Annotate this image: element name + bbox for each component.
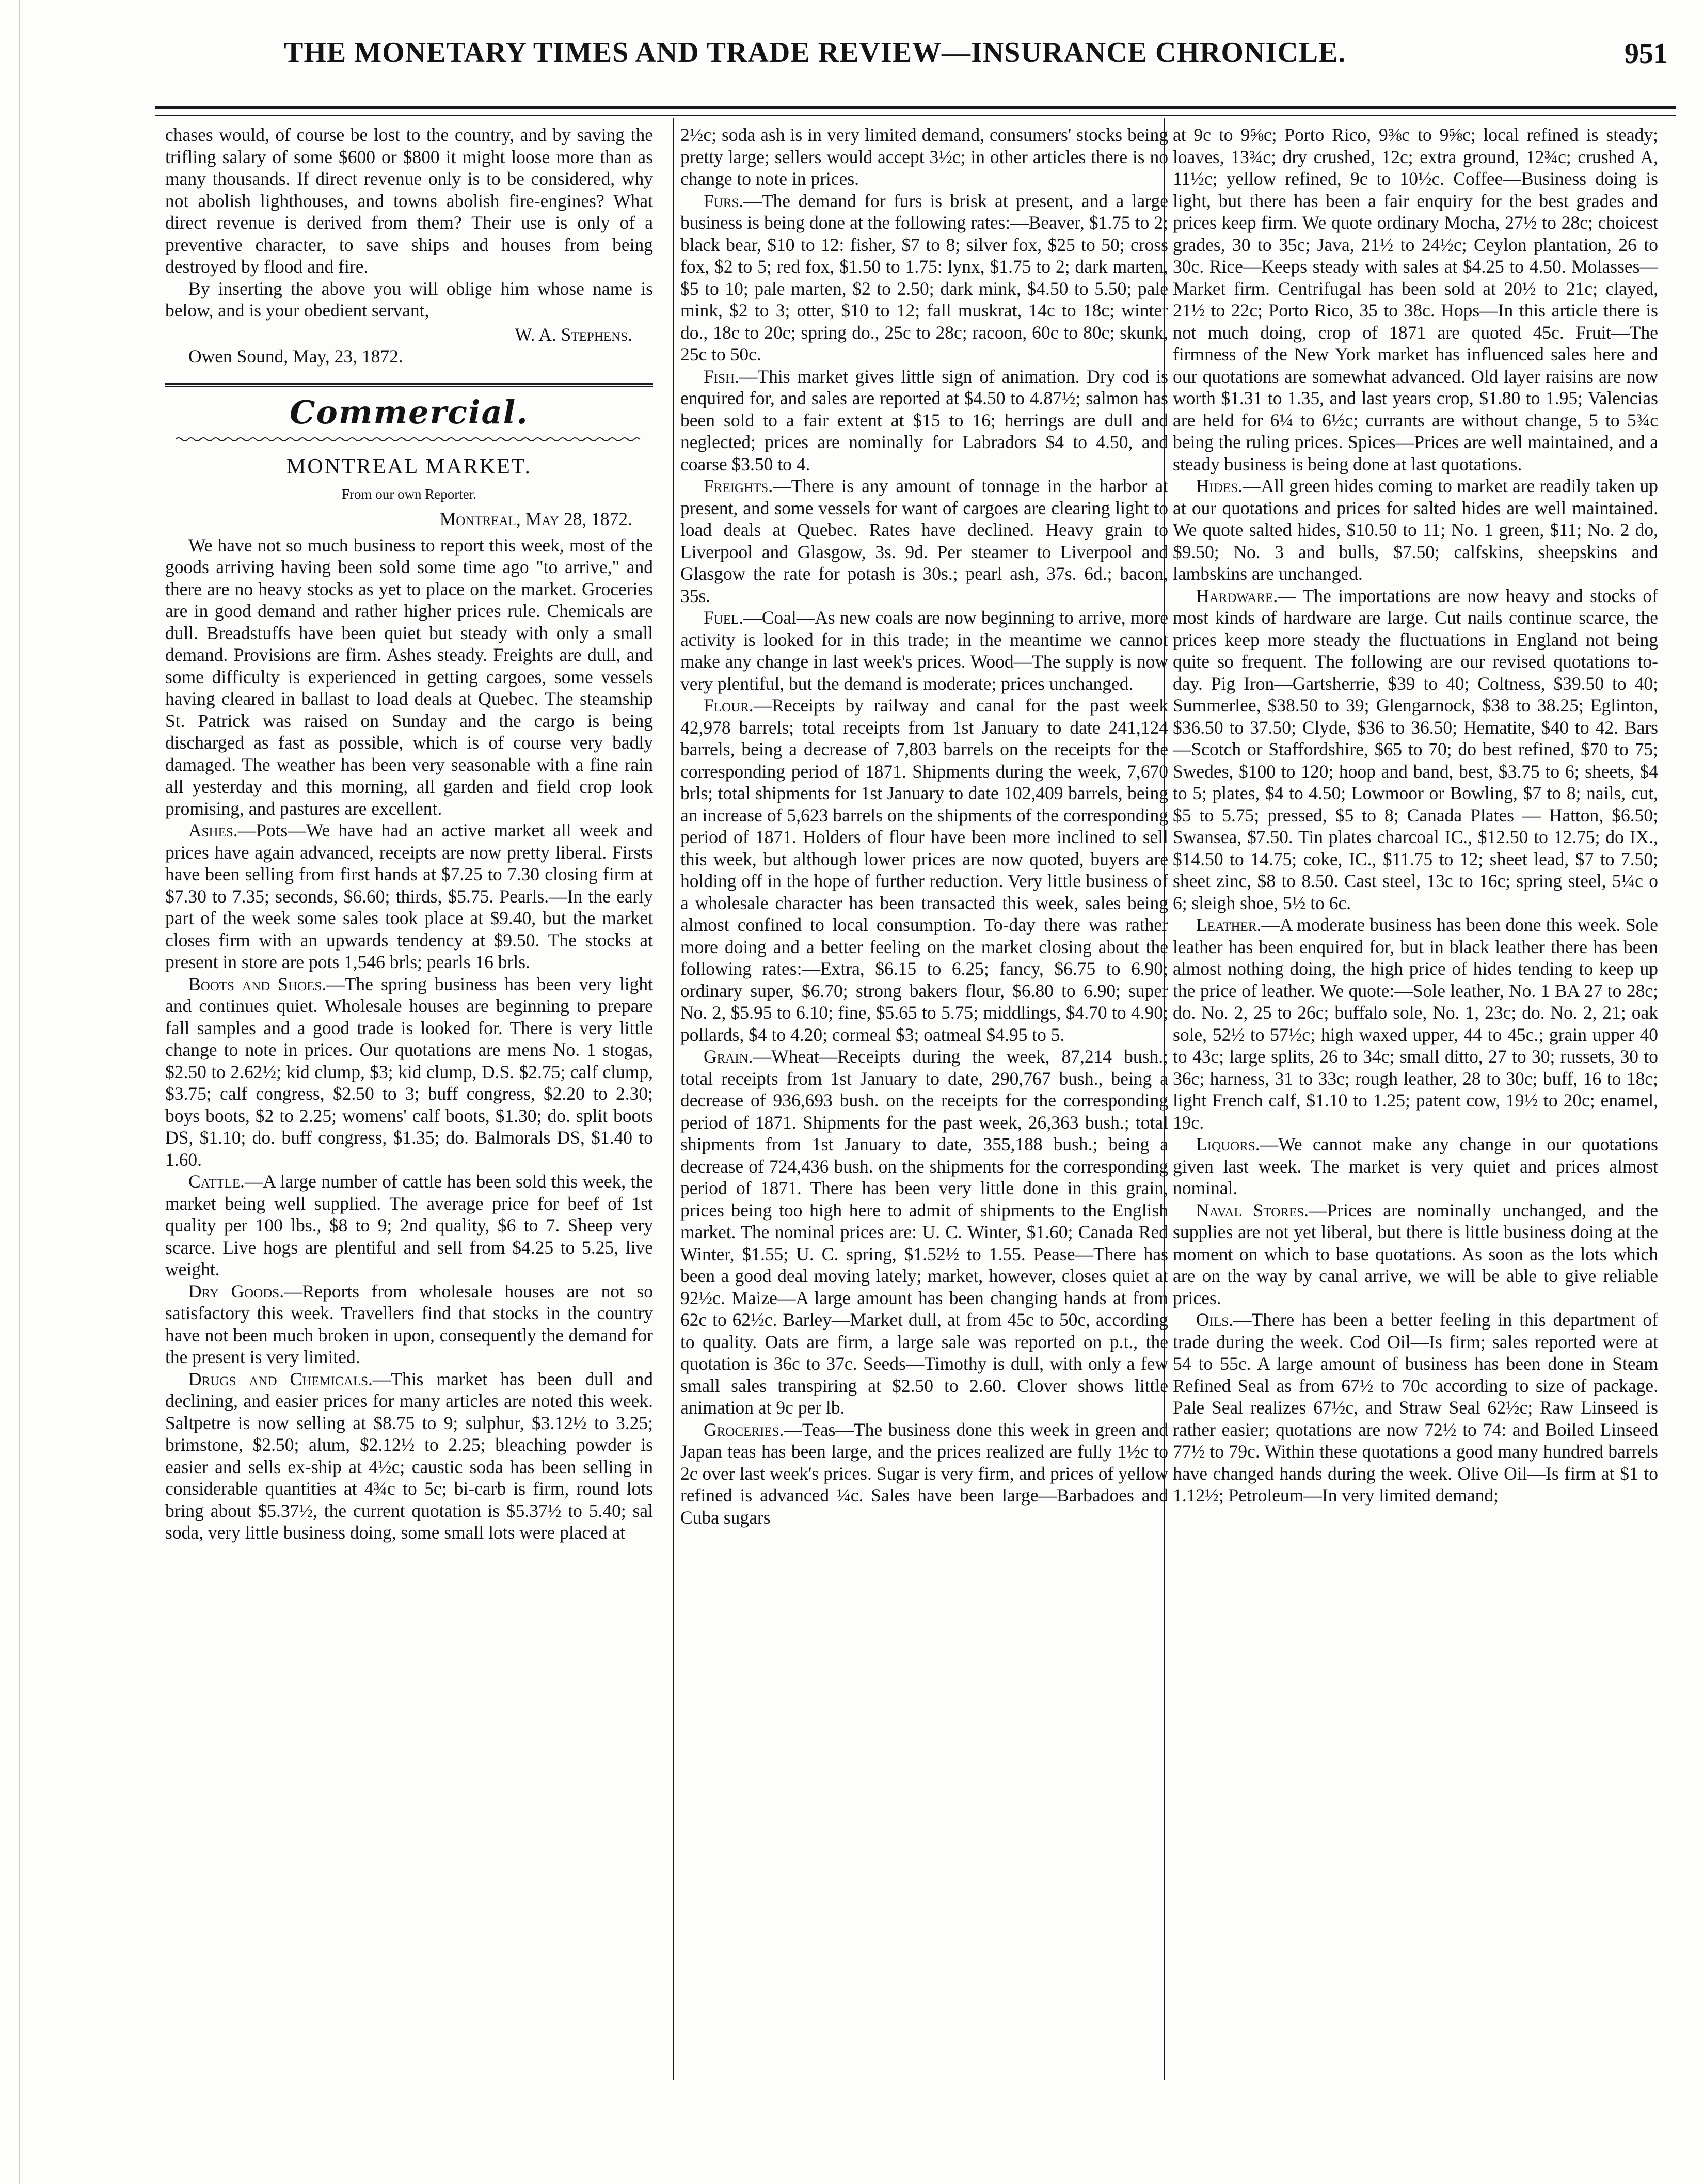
section-rule bbox=[165, 383, 653, 387]
letter-paragraph: By inserting the above you will oblige him whose name is below, and is your obedient servant, bbox=[165, 278, 653, 321]
market-item bbox=[165, 1368, 653, 1544]
item-text: —We cannot make any change in our quotations given last week. The market is very quiet and prices almost nominal. bbox=[1173, 1134, 1658, 1198]
item-heading: Hardware. bbox=[1196, 585, 1278, 606]
column-divider-1 bbox=[673, 118, 674, 2080]
item-text: —Wheat—Receipts during the week, 87,214 bush.; total receipts from 1st January to date, 290,767 bush., being a decrease of 936,693 bush. on the receipts for the corresponding period of 1871. Shipments for the past week, 26,363 bush.; total shipments from 1st January to date, 355,188 bush.; being a decrease of 724,436 bush. on the shipments for the corresponding period of 1871. There has been very little done in this grain, prices being too high here to admit of shipments to the English market. The nominal prices are: U. C. Winter, $1.60; Canada Red Winter, $1.55; U. C. spring, $1.52½ to 1.55. Pease—There has been a good deal moving lately; market, however, closes quiet at 92½c. Maize—A large amount has been changing hands at from 62c to 62½c. Barley—Market dull, at from 45c to 50c, according to quality. Oats are firm, a large sale was reported on p.t., the quotation is 36c to 37c. Seeds—Timothy is dull, with only a few small sales transpiring at $2.50 to 2.60. Clover shows little animation at 9c per lb. bbox=[680, 1046, 1168, 1418]
section-title: Commercial. bbox=[290, 393, 529, 431]
column-3 bbox=[1173, 124, 1658, 2070]
market-item bbox=[165, 1280, 653, 1368]
item-text: —All green hides coming to market are readily taken up at our quotations and prices for salted hides are well maintained. We quote salted hides, $10.50 to 11; No. 1 green, $11; No. 2 do, $9.50; No. 3 and bulls, $7.50; calfskins, sheepskins and lambskins are unchanged. bbox=[1173, 476, 1658, 584]
letter-place-date: Owen Sound, May, 23, 1872. bbox=[188, 346, 403, 367]
item-heading: Drugs and Chemicals. bbox=[188, 1368, 373, 1389]
item-text: —Teas—The business done this week in green and Japan teas has been large, and the prices realized are fully 1½c to 2c over last week's prices. Sugar is very firm, and prices of yellow refined is advanced ¼c. Sales have been large—Barbadoes and Cuba sugars bbox=[680, 1419, 1168, 1528]
market-item bbox=[165, 1170, 653, 1280]
page-edge bbox=[0, 0, 20, 2184]
item-heading: Boots and Shoes. bbox=[188, 973, 327, 994]
column-3-items bbox=[1173, 124, 1658, 1507]
market-item bbox=[1173, 1133, 1658, 1199]
market-item bbox=[1173, 585, 1658, 914]
column-2 bbox=[680, 124, 1168, 2070]
wavy-rule bbox=[176, 436, 643, 443]
item-heading: Cattle. bbox=[188, 1171, 245, 1192]
market-item bbox=[680, 694, 1168, 1046]
market-title: MONTREAL MARKET. bbox=[286, 455, 532, 479]
item-text: —The spring business has been very light and continues quiet. Wholesale houses are beginning to prepare fall samples and a good trade is looked for. There is very little change to note in prices. Our quotations are mens No. 1 stogas, $2.50 to 2.62½; kid clump, $3; kid clump, D.S. $2.75; calf clump, $3.75; calf congress, $2.50 to 3; buff congress, $2.20 to 2.30; boys boots, $2 to 2.25; womens' calf boots, $1.30; do. split boots DS, $1.10; do. buff congress, $1.35; do. Balmorals DS, $1.40 to 1.60. bbox=[165, 973, 653, 1170]
column-1 bbox=[165, 124, 653, 2070]
letter-signature: W. A. Stephens. bbox=[515, 324, 632, 345]
item-heading: Hides. bbox=[1196, 476, 1243, 496]
item-text: —The demand for furs is brisk at present, and a large business is being done at the following rates:—Beaver, $1.75 to 2; black bear, $10 to 12: fisher, $7 to 8; silver fox, $25 to 50; cross fox, $2 to 5; red fox, $1.50 to 1.75: lynx, $1.75 to 2; dark marten, $5 to 10; pale marten, $2 to 2.50; dark mink, $4.50 to 5.50; pale mink, $2 to 3; otter, $10 to 12; fall muskrat, 14c to 18c; winter do., 18c to 20c; spring do., 25c to 28c; racoon, 60c to 80c; skunk, 25c to 50c. bbox=[680, 190, 1168, 365]
market-item bbox=[680, 475, 1168, 607]
item-text: —This market gives little sign of animation. Dry cod is enquired for, and sales are reported at $4.50 to 4.87½; salmon has been sold to a fair extent at $15 to 16; herrings are dull and neglected; prices are nominally for Labradors $4 to 4.50, and coarse $3.50 to 4. bbox=[680, 366, 1168, 474]
market-item bbox=[680, 366, 1168, 476]
item-heading: Fuel. bbox=[704, 607, 744, 628]
column-1-items bbox=[165, 819, 653, 1544]
item-heading: Naval Stores. bbox=[1196, 1199, 1309, 1221]
letter-paragraph: chases would, of course be lost to the country, and by saving the trifling salary of some $600 or $800 it might loose more than as many thousands. If direct revenue only is to be considered, why not abolish lighthouses, and towns abolish fire-engines? What direct revenue is derived from them? Their use is only of a preventive character, to save ships and houses from being destroyed by flood and fire. bbox=[165, 124, 653, 277]
dateline: Montreal, May 28, 1872. bbox=[439, 509, 632, 529]
item-heading: Furs. bbox=[704, 190, 744, 211]
item-heading: Fish. bbox=[704, 366, 739, 387]
market-item bbox=[165, 973, 653, 1171]
market-item bbox=[680, 124, 1168, 190]
item-heading: Freights. bbox=[704, 476, 773, 496]
market-item bbox=[1173, 1199, 1658, 1309]
item-heading: Ashes. bbox=[188, 820, 238, 841]
page-number: 951 bbox=[1625, 38, 1668, 70]
item-heading: Groceries. bbox=[704, 1419, 784, 1440]
market-item bbox=[680, 1046, 1168, 1419]
item-text: —A large number of cattle has been sold this week, the market being well supplied. The average price for beef of 1st quality per 100 lbs., $8 to 9; 2nd quality, $6 to 7. Sheep very scarce. Live hogs are plentiful and sell from $4.25 to 5.25, live weight. bbox=[165, 1171, 653, 1279]
item-text: —Coal—As new coals are now beginning to arrive, more activity is looked for in this trade; in the meantime we cannot make any change in last week's prices. Wood—The supply is now very plentiful, but the demand is moderate; prices unchanged. bbox=[680, 607, 1168, 694]
item-heading: Liquors. bbox=[1196, 1134, 1260, 1154]
market-item bbox=[1173, 1309, 1658, 1507]
market-item bbox=[1173, 914, 1658, 1133]
header-rule-thick bbox=[155, 106, 1676, 109]
item-text: —This market has been dull and declining, and easier prices for many articles are noted this week. Saltpetre is now selling at $8.75 to 9; sulphur, $3.12½ to 3.25; brimstone, $2.50; alum, $2.12½ to 2.25; bleaching powder is easier and sells ex-ship at 4½c; caustic soda has been selling in considerable quantities at 4¾c to 5c; bi-carb is firm, round lots bring about $5.37½, the current quotation is $5.37½ to 5.40; sal soda, very little business doing, some small lots were placed at bbox=[165, 1368, 653, 1543]
header-rule-thin bbox=[155, 115, 1676, 116]
item-heading: Leather. bbox=[1196, 914, 1262, 935]
item-text: —There is any amount of tonnage in the harbor at present, and some vessels for want of cargoes are clearing light to load deals at Quebec. Rates have declined. Heavy grain to Liverpool and Glasgow, 3s. 9d. Per steamer to Liverpool and Glasgow the rate for potash is 30s.; pearl ash, 37s. 6d.; bacon, 35s. bbox=[680, 476, 1168, 606]
item-text: —A moderate business has been done this week. Sole leather has been enquired for, but in black leather there has been almost nothing doing, the high price of hides tending to keep up the price of leather. We quote:—Sole leather, No. 1 BA 27 to 28c; do. No. 2, 25 to 26c; buffalo sole, No. 1, 23c; do. No. 2, 21; oak sole, 52½ to 57½c; high waxed upper, 44 to 45c.; grain upper 40 to 43c; large splits, 26 to 34c; small ditto, 27 to 30; russets, 30 to 36c; harness, 31 to 33c; rough leather, 28 to 30c; buff, 16 to 18c; light French calf, $1.10 to 1.25; patent cow, 19½ to 20c; enamel, 19c. bbox=[1173, 914, 1658, 1133]
item-text: —Pots—We have had an active market all week and prices have again advanced, receipts are now pretty liberal. Firsts have been selling from first hands at $7.25 to 7.30 closing firm at $7.30 to 7.35; seconds, $6.60; thirds, $5.75. Pearls.—In the early part of the week some sales took place at $9.40, but the market closes firm with an upwards tendency at $9.50. The stocks at present in store are pots 1,546 brls; pearls 16 brls. bbox=[165, 820, 653, 972]
letter bbox=[165, 124, 653, 368]
market-item bbox=[680, 607, 1168, 694]
market-item bbox=[165, 819, 653, 973]
market-item bbox=[680, 190, 1168, 366]
market-item bbox=[1173, 124, 1658, 475]
item-text: —There has been a better feeling in this department of trade during the week. Cod Oil—Is firm; sales reported were at 54 to 55c. A large amount of business has been done in Steam Refined Seal as from 67½ to 70c according to size of package. Pale Seal realizes 67½c, and Straw Seal 62½c; Raw Linseed is rather easier; quotations are now 72½ to 74: and Boiled Linseed 77½ to 79c. Within these quotations a good many hundred barrels have changed hands during the week. Olive Oil—Is firm at $1 to 1.12½; Petroleum—In very limited demand; bbox=[1173, 1309, 1658, 1506]
item-text: — The importations are now heavy and stocks of most kinds of hardware are large. Cut nails continue scarce, the prices keep more steady the fluctuations in England not being quite so frequent. The following are our revised quotations to-day. Pig Iron—Gartsherrie, $39 to 40; Coltness, $39.50 to 40; Summerlee, $38.50 to 39; Glengarnock, $38 to 38.25; Eglinton, $36.50 to 37.50; Clyde, $36 to 36.50; Hematite, $40 to 42. Bars—Scotch or Staffordshire, $65 to 70; do best refined, $70 to 75; Swedes, $100 to 120; hoop and band, best, $3.75 to 6; sheets, $4 to 5; plates, $4 to 4.50; Lowmoor or Bowling, $7 to 8; nails, cut, $5 to 5.75; pressed, $5 to 8; Canada Plates — Hatton, $6.50; Swansea, $7.50. Tin plates charcoal IC., $12.50 to 12.75; do IX., $14.50 to 14.75; coke, IC., $11.75 to 12; sheet lead, $7 to 7.50; sheet zinc, $8 to 8.50. Cast steel, 13c to 16c; spring steel, 5¼c o 6; sleigh shoe, 5½ to 6c. bbox=[1173, 585, 1658, 913]
market-intro: We have not so much business to report this week, most of the goods arriving having been sold some time ago "to arrive," and there are no heavy stocks as yet to place on the market. Groceries are in good demand and rather higher prices rule. Chemicals are dull. Breadstuffs have been quiet but steady with only a small demand. Provisions are firm. Ashes steady. Freights are dull, and some difficulty is experienced in getting cargoes, some vessels having cleared in ballast to load deals at Quebec. The steamship St. Patrick was raised on Sunday and the cargo is being discharged as fast as possible, which is of course very badly damaged. The weather has been very seasonable with a fine rain all yesterday and this morning, all garden and field crop look promising, and pastures are excellent. bbox=[165, 534, 653, 819]
journal-title: THE MONETARY TIMES AND TRADE REVIEW—INSURANCE CHRONICLE. bbox=[284, 37, 1346, 69]
item-text: —Prices are nominally unchanged, and the supplies are not yet liberal, but there is little business doing at the moment on which to base quotations. As soon as the lots which are on the way by canal arrive, we will be able to give reliable prices. bbox=[1173, 1199, 1658, 1308]
page-header bbox=[155, 36, 1683, 114]
reporter-line: From our own Reporter. bbox=[342, 486, 476, 502]
market-item bbox=[1173, 475, 1658, 585]
item-text: at 9c to 9⅝c; Porto Rico, 9⅜c to 9⅝c; local refined is steady; loaves, 13¾c; dry crushed, 12c; extra ground, 12¾c; crushed A, 11½c; yellow refined, 9c to 10½c. Coffee—Business doing is light, but there has been a fair enquiry for the best grades and prices keep firm. We quote ordinary Mocha, 27½ to 28c; choicest grades, 30 to 35c; Java, 21½ to 24½c; Ceylon plantation, 26 to 30c. Rice—Keeps steady with sales at $4.25 to 4.50. Molasses—Market firm. Centrifugal has been sold at 20½ to 21c; clayed, 21½ to 22c; Porto Rico, 35 to 38c. Hops—In this article there is not much doing, crop of 1871 are quoted 45c. Fruit—The firmness of the New York market has influenced sales here and our quotations are somewhat advanced. Old layer raisins are now worth $1.31 to 1.35, and last years crop, $1.80 to 1.95; Valencias are held for 6¼ to 6½c; currants are without change, 5 to 5¾c being the ruling prices. Spices—Prices are well maintained, and a steady business is being done at last quotations. bbox=[1173, 124, 1658, 474]
column-2-items bbox=[680, 124, 1168, 1528]
item-heading: Oils. bbox=[1196, 1309, 1234, 1330]
item-text: 2½c; soda ash is in very limited demand, consumers' stocks being pretty large; sellers would accept 3½c; in other articles there is no change to note in prices. bbox=[680, 124, 1168, 189]
item-text: —Receipts by railway and canal for the past week 42,978 barrels; total receipts from 1st January to date 241,124 barrels, being a decrease of 7,803 barrels on the receipts for the corresponding period of 1871. Shipments during the week, 7,670 brls; total shipments for 1st January to date 102,409 barrels, being an increase of 5,623 barrels on the shipments of the corresponding period of 1871. Holders of flour have been more inclined to sell this week, but although lower prices are now quoted, buyers are holding off in the hope of further reduction. Very little business of a wholesale character has been transacted this week, sales being almost confined to local consumption. To-day there was rather more doing and a better feeling on the market closing about the following rates:—Extra, $6.15 to 6.25; fancy, $6.75 to 6.90; ordinary super, $6.70; strong bakers flour, $6.80 to 6.90; super No. 2, $5.95 to 6.10; fine, $5.65 to 5.75; middlings, $4.70 to 4.90; pollards, $4 to 4.20; cormeal $3; oatmeal $4.95 to 5. bbox=[680, 695, 1168, 1045]
item-heading: Flour. bbox=[704, 695, 754, 716]
item-text: —Reports from wholesale houses are not so satisfactory this week. Travellers find that stocks in the country have not been much broken in upon, consequently the demand for the present is very limited. bbox=[165, 1280, 653, 1367]
item-heading: Dry Goods. bbox=[188, 1280, 284, 1302]
item-heading: Grain. bbox=[704, 1046, 753, 1067]
market-item bbox=[680, 1419, 1168, 1529]
